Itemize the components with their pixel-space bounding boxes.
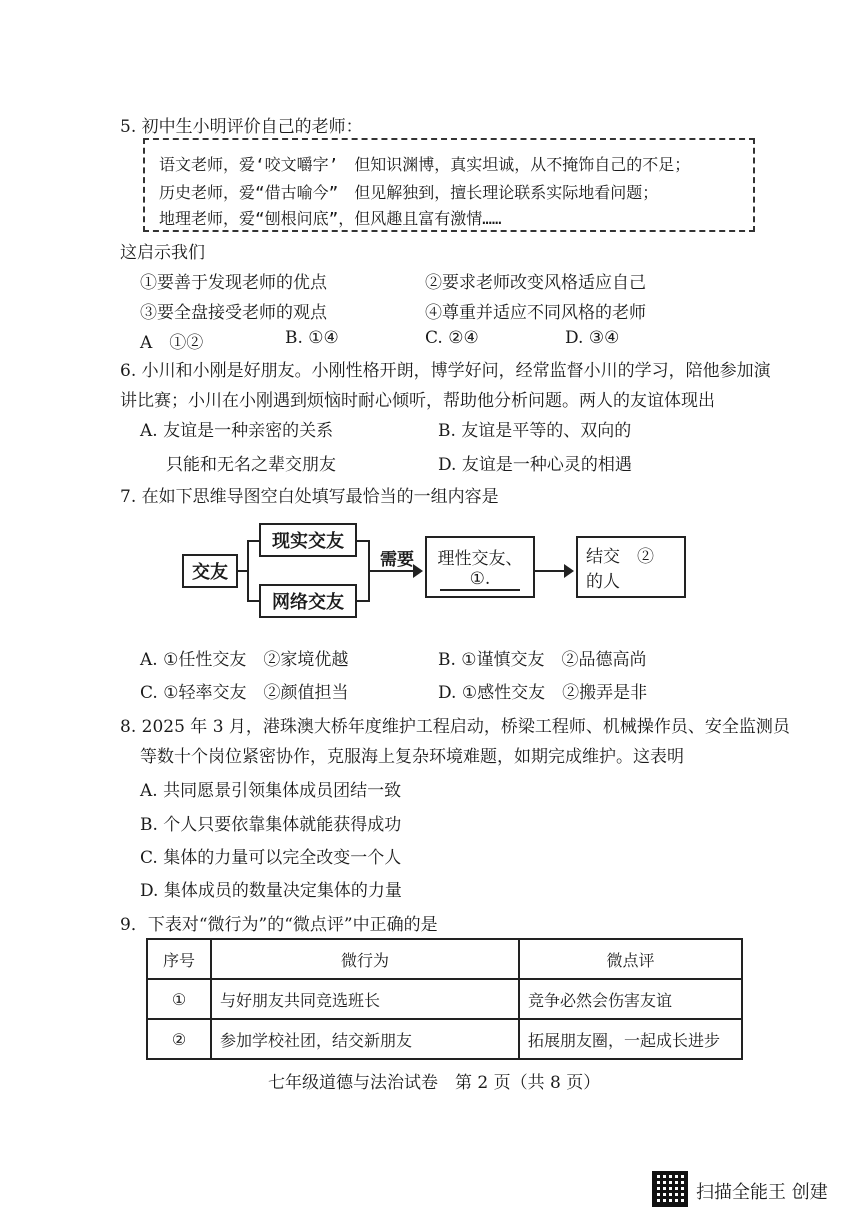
q5-item-1: ①要善于发现老师的优点 [140,273,327,293]
mm-node-real: 现实交友 [259,523,357,557]
q6-stem-line-1: 6. 小川和小刚是好朋友。小刚性格开朗，博学好问，经常监督小川的学习，陪他参加演 [120,361,771,381]
mm-node-rational-line-1: 理性交友、 [437,548,523,569]
table-header-row [147,939,742,979]
mm-node-result-line-1: 结交 ② [586,547,654,567]
q8-stem-line-2: 等数十个岗位紧密协作，克服海上复杂环境难题，如期完成维护。这表明 [140,747,684,767]
mm-node-main: 交友 [182,554,238,588]
q5-quote-box [143,138,755,232]
mm-node-rational [425,536,535,598]
q5-option-b[interactable]: B. ①④ [285,328,339,348]
table-cell: ② [147,1019,211,1059]
q6-option-a[interactable]: A. 友谊是一种亲密的关系 [140,421,334,441]
q6-option-b[interactable]: B. 友谊是平等的、双向的 [438,421,632,441]
arrow-right-icon [413,564,423,578]
table-row [147,979,742,1019]
q5-option-a[interactable]: A ①② [140,333,204,353]
q5-item-3: ③要全盘接受老师的观点 [140,303,327,323]
q9-stem: 9．下表对“微行为”的“微点评”中正确的是 [120,915,438,935]
q8-stem-line-1: 8. 2025 年 3 月，港珠澳大桥年度维护工程启动，桥梁工程师、机械操作员、安全监测员 [120,717,790,737]
scanner-watermark: 扫描全能王 创建 [696,1182,828,1203]
q5-box-line-1: 语文老师，爱‘咬文嚼字’ 但知识渊博，真实坦诚，从不掩饰自己的不足； [159,155,691,174]
table-header-cell: 微行为 [211,939,519,979]
q5-option-c[interactable]: C. ②④ [425,328,479,348]
table-cell: 与好朋友共同竞选班长 [211,979,519,1019]
table-cell: ① [147,979,211,1019]
table-cell: 参加学校社团，结交新朋友 [211,1019,519,1059]
q7-stem: 7. 在如下思维导图空白处填写最恰当的一组内容是 [120,487,499,507]
q8-option-b[interactable]: B. 个人只要依靠集体就能获得成功 [140,815,402,835]
mm-node-net: 网络交友 [259,584,357,618]
q5-option-d[interactable]: D. ③④ [565,328,620,348]
mm-node-result-line-2: 的人 [586,572,620,592]
q6-stem-line-2: 讲比赛；小川在小刚遇到烦恼时耐心倾听，帮助他分析问题。两人的友谊体现出 [120,391,715,411]
arrow-right-icon [564,564,574,578]
qr-code-icon [652,1171,688,1207]
q6-option-d[interactable]: D. 友谊是一种心灵的相遇 [438,455,632,475]
q7-option-a[interactable]: A. ①任性交友 ②家境优越 [140,650,349,670]
q5-box-line-3: 地理老师，爱“刨根问底”，但风趣且富有激情…… [159,209,502,228]
q5-box-line-2: 历史老师，爱“借古喻今” 但见解独到，擅长理论联系实际地看问题； [159,183,659,202]
q6-option-c[interactable]: 只能和无名之辈交朋友 [166,455,336,475]
q8-option-c[interactable]: C. 集体的力量可以完全改变一个人 [140,848,402,868]
q7-option-b[interactable]: B. ①谨慎交友 ②品德高尚 [438,650,647,670]
table-cell: 拓展朋友圈，一起成长进步 [519,1019,742,1059]
table-header-cell: 序号 [147,939,211,979]
q9-table [146,938,743,1060]
q5-item-2: ②要求老师改变风格适应自己 [425,273,646,293]
q5-stem: 5. 初中生小明评价自己的老师： [120,117,363,137]
table-cell: 竞争必然会伤害友谊 [519,979,742,1019]
table-row [147,1019,742,1059]
q8-option-a[interactable]: A. 共同愿景引领集体成员团结一致 [140,781,402,801]
q5-item-4: ④尊重并适应不同风格的老师 [425,303,646,323]
mm-arrow-label: 需要 [380,550,414,570]
q7-option-c[interactable]: C. ①轻率交友 ②颜值担当 [140,683,349,703]
mm-node-rational-line-2: ①. [440,569,521,591]
mm-node-result [576,536,686,598]
table-header-cell: 微点评 [519,939,742,979]
page-footer: 七年级道德与法治试卷 第 2 页（共 8 页） [268,1073,601,1093]
q5-prompt: 这启示我们 [120,243,205,263]
q7-option-d[interactable]: D. ①感性交友 ②搬弄是非 [438,683,648,703]
q8-option-d[interactable]: D. 集体成员的数量决定集体的力量 [140,881,402,901]
